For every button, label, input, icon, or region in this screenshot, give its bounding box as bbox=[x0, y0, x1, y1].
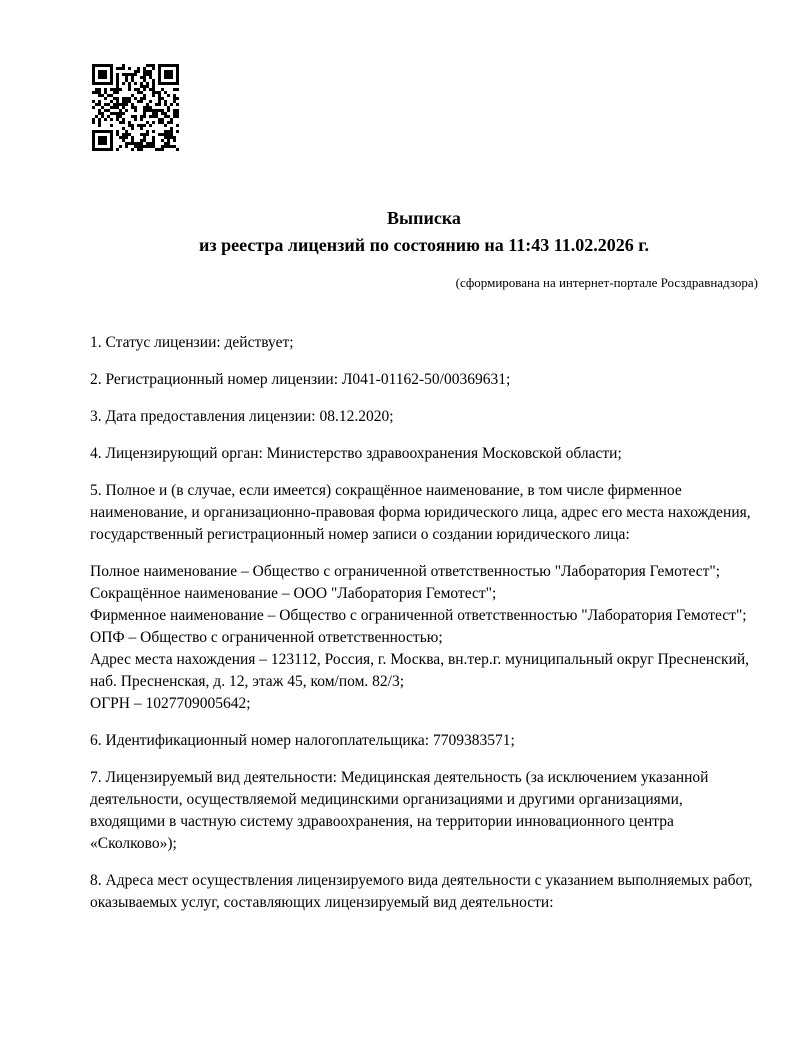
paragraph-license-reg-number: 2. Регистрационный номер лицензии: Л041-01162-50/00369631; bbox=[90, 371, 511, 388]
line-short-name: Сокращённое наименование – ООО "Лаборатория Гемотест"; bbox=[90, 585, 497, 602]
line-address: Адрес места нахождения – 123112, Россия, г. Москва, вн.тер.г. муниципальный округ Пресненский, наб. Пресненская, д. 12, этаж 45, ком/пом. 82/3; bbox=[90, 651, 750, 690]
paragraph-license-status: 1. Статус лицензии: действует; bbox=[90, 334, 294, 351]
paragraph-legal-entity-intro: 5. Полное и (в случае, если имеется) сокращённое наименование, в том числе фирменное наименование, и организационно-правовая форма юридического лица, адрес его места нахождения, государственный регистрационный номер записи о создании юридического лица: bbox=[90, 482, 751, 543]
line-legal-form: ОПФ – Общество с ограниченной ответственностью; bbox=[90, 629, 443, 646]
line-full-name: Полное наименование – Общество с ограниченной ответственностью "Лаборатория Гемотест"; bbox=[90, 563, 721, 580]
paragraph-activity-addresses: 8. Адреса мест осуществления лицензируемого вида деятельности с указанием выполняемых работ, оказываемых услуг, составляющих лицензируемый вид деятельности: bbox=[90, 872, 753, 911]
paragraph-licensed-activity: 7. Лицензируемый вид деятельности: Медицинская деятельность (за исключением указанной деятельности, осуществляемой медицинскими организациями и другими организациями, входящими в частную систему здравоохранения, на территории инновационного центра «Сколково»); bbox=[90, 769, 709, 852]
document-subtitle: (сформирована на интернет-портале Росздравнадзора) bbox=[455, 275, 758, 290]
document-content bbox=[90, 0, 758, 929]
title-line-2: из реестра лицензий по состоянию на 11:43 11.02.2026 г. bbox=[199, 235, 649, 255]
paragraph-license-grant-date: 3. Дата предоставления лицензии: 08.12.2020; bbox=[90, 408, 394, 425]
document-body bbox=[90, 332, 758, 914]
title-line-1: Выписка bbox=[387, 208, 461, 228]
paragraph-inn: 6. Идентификационный номер налогоплательщика: 7709383571; bbox=[90, 732, 515, 749]
paragraph-licensing-authority: 4. Лицензирующий орган: Министерство здравоохранения Московской области; bbox=[90, 445, 622, 462]
line-brand-name: Фирменное наименование – Общество с ограниченной ответственностью "Лаборатория Гемотест"; bbox=[90, 607, 747, 624]
line-ogrn: ОГРН – 1027709005642; bbox=[90, 695, 251, 712]
document-title bbox=[90, 205, 758, 259]
paragraph-legal-entity-details bbox=[90, 561, 758, 715]
